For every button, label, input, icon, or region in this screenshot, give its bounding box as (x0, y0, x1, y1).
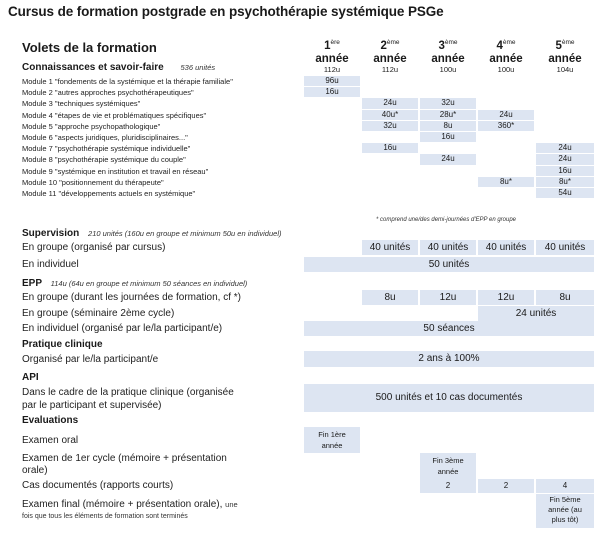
year-header (420, 36, 476, 66)
supervision-groupe-cell: 40 unités (478, 240, 534, 255)
epp-individuel-cell: 50 séances (304, 321, 594, 336)
module-label: Module 11 "développements actuels en systémique" (22, 189, 196, 198)
year-header-word: année (373, 52, 407, 65)
module-cell: 28u* (420, 110, 476, 120)
year-header-number: 4 (496, 39, 503, 52)
year-header (304, 36, 360, 66)
module-cell: 24u (478, 110, 534, 120)
supervision-groupe-cell: 40 unités (420, 240, 476, 255)
year-total: 100u (439, 65, 457, 74)
year-header (362, 36, 418, 66)
supervision-individuel-cell: 50 unités (304, 257, 594, 272)
year-total: 112u (381, 65, 399, 74)
module-cell: 16u (536, 166, 594, 176)
module-label: Module 6 "aspects juridiques, pluridisciplinaires..." (22, 133, 188, 142)
epp-groupe1-cell: 12u (420, 290, 476, 305)
module-cell: 360* (478, 121, 534, 131)
eval-cas-cell: 2 (420, 479, 476, 493)
year-header-suffix: ème (444, 39, 458, 46)
pratique-cell: 2 ans à 100% (304, 351, 594, 367)
module-cell: 8u* (478, 177, 534, 187)
module-cell: 8u* (536, 177, 594, 187)
year-header (478, 36, 534, 66)
year-header-number: 2 (380, 39, 387, 52)
module-cell: 24u (420, 154, 476, 164)
connaissances-note: 536 unités (180, 63, 216, 72)
module-cell: 16u (304, 87, 360, 97)
module-label: Module 9 "systémique en institution et travail en réseau" (22, 166, 209, 176)
eval-oral-label: Examen oral (22, 435, 79, 446)
year-header-word: année (548, 52, 582, 65)
module-cell: 32u (420, 98, 476, 108)
volets-heading: Volets de la formation (22, 40, 157, 55)
eval-cycle-label-2: orale) (22, 465, 48, 476)
page-title: Cursus de formation postgrade en psychothérapie systémique PSGe (8, 4, 444, 19)
eval-final-cell: Fin 5ème année (au plus tôt) (536, 494, 594, 528)
epp-groupe2-cell: 24 unités (478, 306, 594, 321)
api-heading: API (22, 372, 39, 383)
module-label: Module 8 "psychothérapie systémique du couple" (22, 155, 186, 165)
epp-groupe2-label: En groupe (séminaire 2ème cycle) (22, 308, 175, 319)
module-cell: 16u (362, 143, 418, 153)
eval-cas-cell: 4 (536, 479, 594, 493)
year-header-suffix: ère (330, 39, 340, 46)
module-cell: 24u (536, 143, 594, 153)
year-total: 112u (323, 65, 341, 74)
eval-oral-cell: Fin 1ère année (304, 427, 360, 453)
connaissances-footnote: * comprend une/des demi-journées d'EPP en groupe (376, 217, 517, 223)
year-header-number: 3 (438, 39, 445, 52)
year-header-number: 1 (324, 39, 331, 52)
supervision-individuel-label: En individuel (22, 259, 79, 270)
year-header (536, 36, 594, 66)
epp-groupe1-cell: 8u (536, 290, 594, 305)
api-cell: 500 unités et 10 cas documentés (304, 384, 594, 412)
supervision-groupe-cell: 40 unités (536, 240, 594, 255)
year-total: 100u (497, 65, 515, 74)
year-total: 104u (556, 65, 574, 74)
supervision-groupe-cell: 40 unités (362, 240, 418, 255)
epp-note: 114u (64u en groupe et minimum 50 séances en individuel) (50, 279, 248, 288)
api-row-label-1: Dans le cadre de la pratique clinique (organisée (22, 387, 234, 398)
epp-groupe1-cell: 12u (478, 290, 534, 305)
supervision-heading: Supervision 210 unités (160u en groupe et minimum 50u en individuel) (22, 228, 282, 239)
module-label: Module 1 "fondements de la systémique et la thérapie familiale" (22, 77, 233, 86)
module-cell: 16u (420, 132, 476, 142)
supervision-note: 210 unités (160u en groupe et minimum 50u en individuel) (88, 229, 282, 238)
connaissances-heading: Connaissances et savoir-faire 536 unités (22, 62, 216, 73)
pratique-heading: Pratique clinique (22, 339, 103, 350)
module-label: Module 5 "approche psychopathologique" (22, 121, 161, 131)
epp-groupe1-label: En groupe (durant les journées de formation, cf *) (22, 292, 242, 303)
eval-cas-cell: 2 (478, 479, 534, 493)
eval-final-label: Examen final (mémoire + présentation orale), une (22, 499, 238, 510)
year-header-suffix: ème (502, 39, 516, 46)
epp-heading: EPP 114u (64u en groupe et minimum 50 séances en individuel) (22, 278, 248, 289)
module-label: Module 10 "positionnement du thérapeute" (22, 177, 164, 187)
year-header-word: année (315, 52, 349, 65)
epp-groupe1-cell: 8u (362, 290, 418, 305)
year-header-suffix: ème (561, 39, 575, 46)
year-header-word: année (489, 52, 523, 65)
module-label: Module 3 "techniques systémiques" (22, 99, 141, 109)
evaluations-heading: Evaluations (22, 415, 79, 426)
year-header-number: 5 (555, 39, 562, 52)
module-cell: 24u (536, 154, 594, 164)
year-header-suffix: ème (386, 39, 400, 46)
module-cell: 40u* (362, 110, 418, 120)
api-row-label-2: par le participant et supervisée) (22, 400, 162, 411)
module-cell: 54u (536, 188, 594, 198)
pratique-row-label: Organisé par le/la participant/e (22, 354, 159, 365)
supervision-groupe-label: En groupe (organisé par cursus) (22, 242, 166, 253)
eval-cycle-label-1: Examen de 1er cycle (mémoire + présentation (22, 453, 227, 464)
module-label: Module 7 "psychothérapie systémique individuelle" (22, 144, 191, 154)
eval-cas-label: Cas documentés (rapports courts) (22, 480, 174, 491)
module-label: Module 4 "étapes de vie et problématiques spécifiques" (22, 110, 207, 120)
module-cell: 8u (420, 121, 476, 131)
eval-final-label-2: fois que tous les éléments de formation sont terminés (22, 513, 188, 520)
year-header-word: année (431, 52, 465, 65)
eval-cycle-cell: Fin 3ème année (420, 453, 476, 479)
module-cell: 96u (304, 76, 360, 86)
module-cell: 32u (362, 121, 418, 131)
epp-individuel-label: En individuel (organisé par le/la participant/e) (22, 323, 223, 334)
module-label: Module 2 "autres approches psychothérapeutiques" (22, 88, 194, 98)
module-cell: 24u (362, 98, 418, 108)
